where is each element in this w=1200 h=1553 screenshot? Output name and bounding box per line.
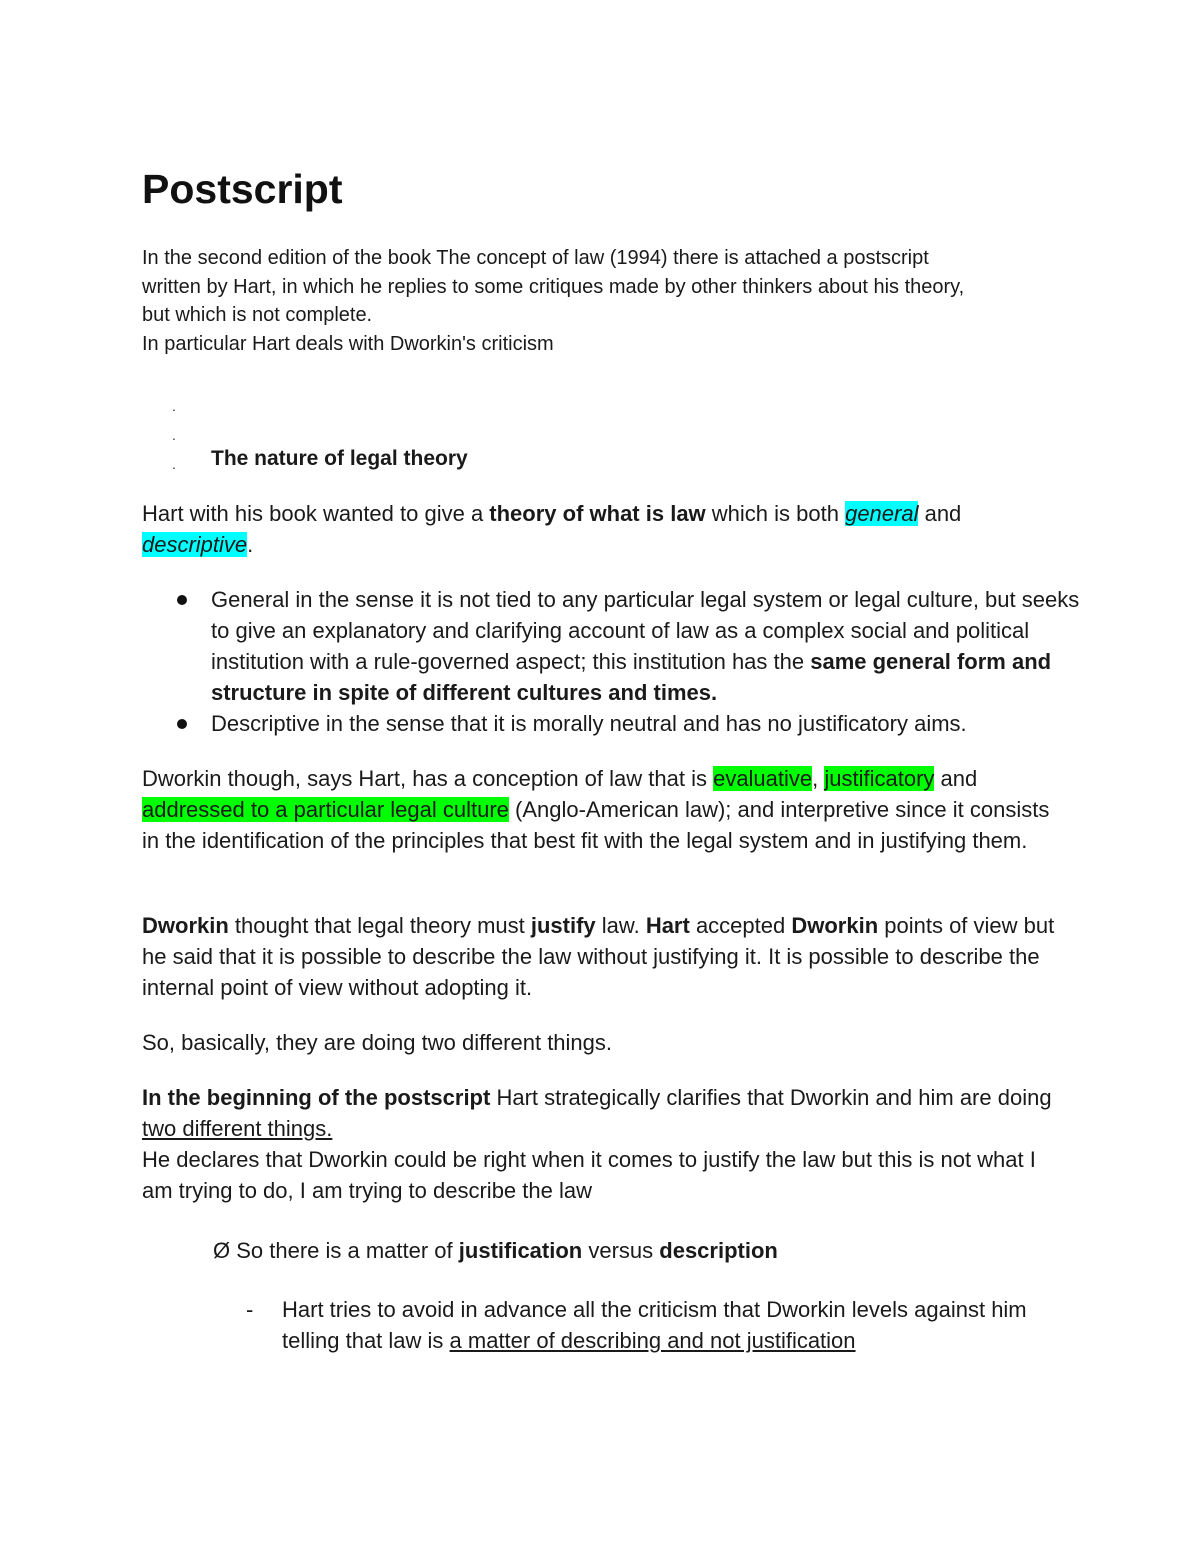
underline-run: a matter of describing and not justification — [449, 1328, 856, 1353]
bold-run: description — [659, 1238, 778, 1263]
highlight-particular-culture: addressed to a particular legal culture — [142, 797, 509, 822]
underline-run: two different things. — [142, 1116, 333, 1141]
text-run: versus — [582, 1238, 660, 1263]
dash-icon: - — [246, 1297, 254, 1322]
bullet-list — [211, 584, 1091, 739]
paragraph-theory — [142, 498, 1062, 560]
text-run: (Anglo-American law); and interpretive since it consists in the identification of the principles that best fit with the legal system and in justifying them. — [142, 797, 1050, 853]
text-run: and — [934, 766, 978, 791]
bold-run: same general form and structure in spite of different cultures and times. — [211, 649, 1052, 705]
bold-run: justification — [458, 1238, 583, 1263]
list-dot: . — [172, 427, 176, 443]
arrow-point — [213, 1235, 778, 1266]
highlight-justificatory: justificatory — [824, 766, 935, 791]
paragraph-basically: So, basically, they are doing two different things. — [142, 1030, 613, 1055]
text-run: , — [812, 766, 825, 791]
bold-run: justify — [530, 913, 596, 938]
list-dot: . — [172, 456, 176, 472]
text-run: Hart strategically clarifies that Dworkin and him are doing — [490, 1085, 1052, 1110]
empty-list-markers — [172, 392, 176, 479]
intro-line: In the second edition of the book The concept of law (1994) there is attached a postscript — [142, 247, 929, 269]
paragraph-dworkin-conception — [142, 763, 1062, 856]
highlight-evaluative: evaluative — [713, 766, 813, 791]
text-run: law. — [595, 913, 646, 938]
bold-run: Dworkin — [791, 913, 879, 938]
text-run: points of view but he said that it is possible to describe the law without justifying it. It is possible to describe the internal point of view without adopting it. — [142, 913, 1055, 1000]
bold-run: theory of what is law — [489, 501, 706, 526]
section-heading: The nature of legal theory — [211, 447, 468, 470]
dash-list-item — [246, 1294, 1072, 1356]
text-run: accepted — [689, 913, 792, 938]
page-title: Postscript — [142, 166, 343, 212]
list-dot: . — [172, 398, 176, 414]
text-run: and — [918, 501, 962, 526]
text-run: He declares that Dworkin could be right when it comes to justify the law but this is not what I am trying to do, I am trying to describe the law — [142, 1147, 1036, 1203]
list-item — [211, 584, 1091, 708]
text-run: Hart with his book wanted to give a — [142, 501, 490, 526]
list-item — [211, 708, 1091, 739]
text-run: Ø So there is a matter of — [213, 1238, 459, 1263]
text-run: which is both — [705, 501, 846, 526]
bullet-icon — [177, 719, 187, 729]
bullet-icon — [177, 595, 187, 605]
bold-run: In the beginning of the postscript — [142, 1085, 491, 1110]
highlight-descriptive: descriptive — [142, 532, 248, 557]
text-run: General in the sense it is not tied to any particular legal system or legal culture, but seeks to give an explanatory and clarifying account of law as a complex social and political institution with a rule-governed aspect; this institution has the — [211, 587, 1080, 674]
intro-line: but which is not complete. — [142, 304, 373, 326]
intro-paragraph — [142, 244, 1052, 358]
intro-line: written by Hart, in which he replies to some critiques made by other thinkers about his theory, — [142, 275, 965, 298]
text-run: Hart tries to avoid in advance all the criticism that Dworkin levels against him telling that law is — [282, 1297, 1027, 1353]
paragraph-justify-vs-describe — [142, 910, 1062, 1003]
intro-line: In particular Hart deals with Dworkin's criticism — [142, 332, 554, 355]
bold-run: Dworkin — [142, 913, 229, 938]
highlight-general: general — [845, 501, 919, 526]
text-run: . — [247, 532, 254, 557]
bold-run: Hart — [645, 913, 690, 938]
text-run: Descriptive in the sense that it is morally neutral and has no justificatory aims. — [211, 711, 967, 736]
text-run: Dworkin though, says Hart, has a conception of law that is — [142, 766, 714, 791]
paragraph-beginning — [142, 1082, 1062, 1206]
text-run: thought that legal theory must — [228, 913, 531, 938]
